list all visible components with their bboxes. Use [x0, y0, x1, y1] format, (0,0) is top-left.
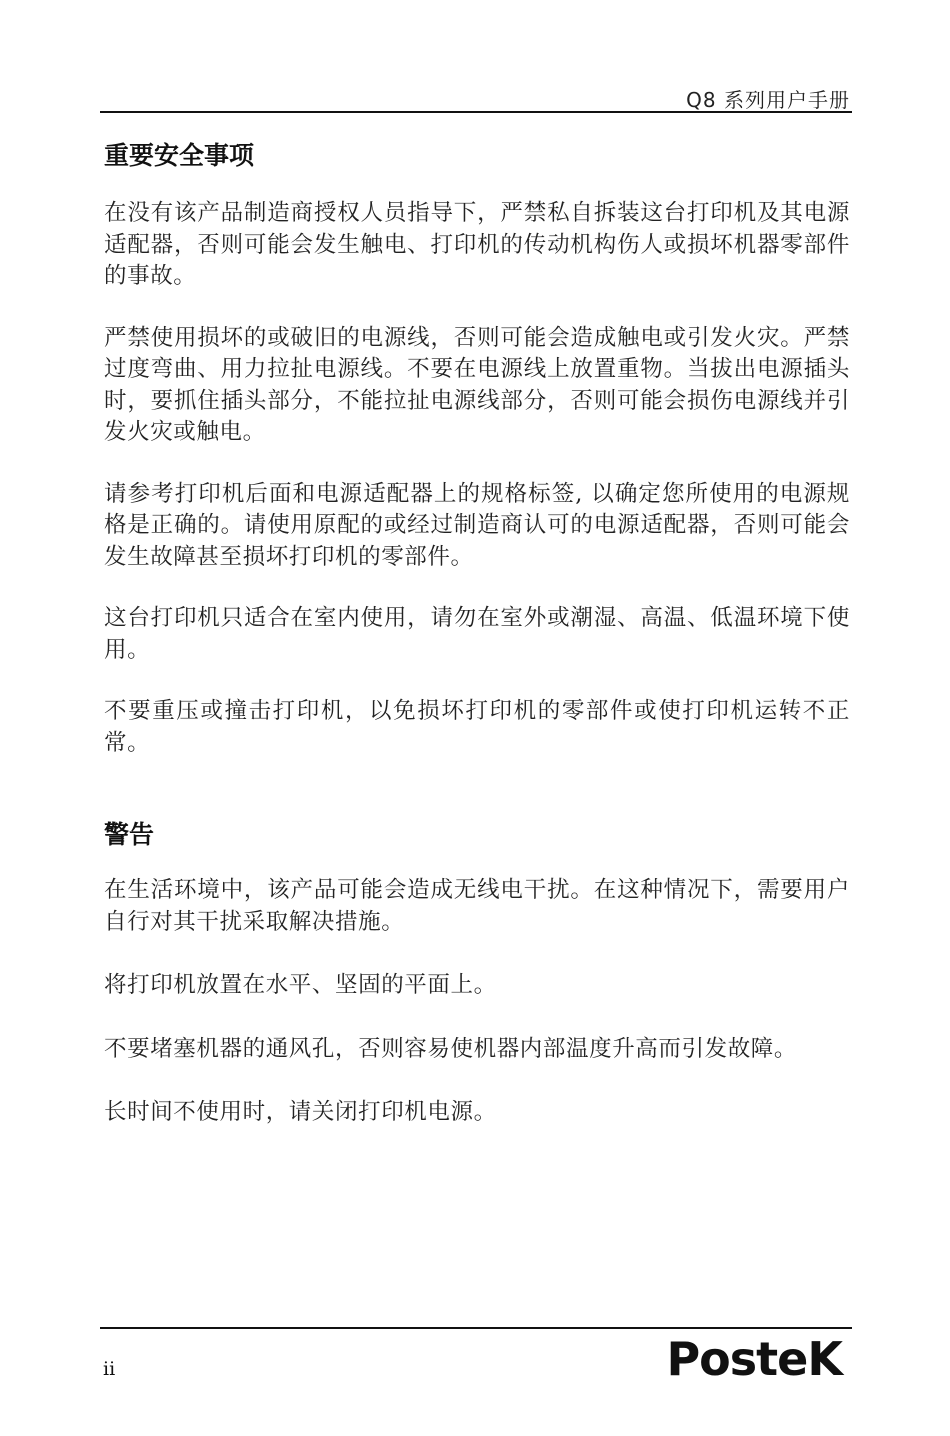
warning-section: [104, 815, 850, 1129]
safety-section: [104, 136, 850, 759]
footer-rule: [100, 1327, 852, 1329]
safety-paragraph: 不要重压或撞击打印机，以免损坏打印机的零部件或使打印机运转不正常。: [104, 698, 850, 756]
page-body: [104, 136, 850, 1161]
warning-paragraph: 长时间不使用时，请关闭打印机电源。: [104, 1099, 497, 1125]
safety-paragraph: 在没有该产品制造商授权人员指导下，严禁私自拆装这台打印机及其电源适配器，否则可能会发生触电、打印机的传动机构伤人或损坏机器零部件的事故。: [104, 200, 850, 289]
header-rule: [100, 111, 852, 113]
warning-paragraph: 不要堵塞机器的通风孔，否则容易使机器内部温度升高而引发故障。: [104, 1035, 798, 1062]
warning-paragraph: 在生活环境中，该产品可能会造成无线电干扰。在这种情况下，需要用户自行对其干扰采取解决措施。: [104, 877, 850, 935]
page-number: ii: [103, 1358, 116, 1380]
warning-heading: 警告: [104, 820, 155, 849]
safety-paragraph: 严禁使用损坏的或破旧的电源线，否则可能会造成触电或引发火灾。严禁过度弯曲、用力拉扯电源线。不要在电源线上放置重物。当拔出电源插头时，要抓住插头部分，不能拉扯电源线部分，否则可能会损伤电源线并引发火灾或触电。: [104, 324, 850, 445]
safety-paragraph: 请参考打印机后面和电源适配器上的规格标签, 以确定您所使用的电源规格是正确的。请使用原配的或经过制造商认可的电源适配器，否则可能会发生故障甚至损坏打印机的零部件。: [104, 480, 850, 570]
safety-heading: 重要安全事项: [104, 141, 255, 170]
safety-paragraph: 这台打印机只适合在室内使用，请勿在室外或潮湿、高温、低温环境下使用。: [104, 605, 850, 663]
running-header: Q8 系列用户手册: [686, 88, 850, 112]
postek-logo: PosteK: [666, 1332, 842, 1386]
warning-paragraph: 将打印机放置在水平、坚固的平面上。: [104, 972, 497, 998]
